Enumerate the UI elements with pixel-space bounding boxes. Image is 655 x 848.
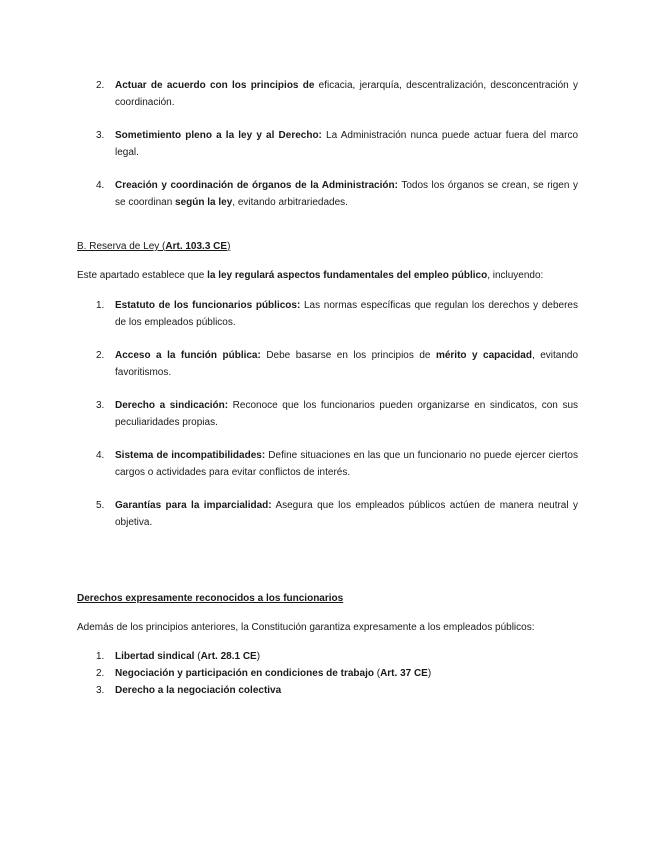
- intro-text: Este apartado establece que: [77, 270, 208, 281]
- list-item: [96, 347, 578, 381]
- list-item-title: Creación y coordinación de órganos de la Administración:: [115, 180, 398, 191]
- list-item: [96, 447, 578, 481]
- list-item-title: Derecho a sindicación:: [115, 400, 229, 411]
- list-number: 1.: [96, 300, 105, 311]
- list-item-article: Art. 37 CE: [380, 668, 428, 679]
- list-item-title: Derecho a la negociación colectiva: [115, 685, 282, 696]
- list-item-text: ): [427, 668, 432, 679]
- list-item-text: Asegura que los empleados públicos actúen de manera neutral y objetiva.: [115, 500, 578, 528]
- list-number: 2.: [96, 80, 105, 91]
- list-item-text: Debe basarse en los principios de: [260, 350, 436, 361]
- list-item: [96, 177, 578, 211]
- section-intro: [77, 268, 579, 284]
- list-item-title: Estatuto de los funcionarios públicos:: [115, 300, 301, 311]
- list-item-text: Todos los órganos se crean, se rigen y se coordinan: [115, 180, 578, 208]
- list-item-text: , evitando favoritismos.: [115, 350, 579, 378]
- list-item-text: (: [373, 668, 381, 679]
- list-item-text: La Administración nunca puede actuar fuera del marco legal.: [115, 130, 579, 158]
- list-item-title: Actuar de acuerdo con los principios de: [115, 80, 315, 91]
- section-intro: Además de los principios anteriores, la Constitución garantiza expresamente a los empleados públicos:: [77, 622, 535, 633]
- list-item-title: Acceso a la función pública:: [115, 350, 261, 361]
- list-item: [96, 682, 578, 699]
- heading-text: B. Reserva de Ley (: [77, 241, 166, 252]
- list-item-article: Art. 28.1 CE: [200, 651, 257, 662]
- list-item-text: Define situaciones en las que un funcionario no puede ejercer ciertos cargos o actividades para evitar conflictos de interés.: [115, 450, 578, 478]
- list-item: [96, 77, 578, 111]
- list-item: [96, 297, 578, 331]
- heading-text: ): [227, 241, 231, 252]
- list-item-emphasis: según la ley: [175, 197, 233, 208]
- list-item-text: ): [256, 651, 261, 662]
- section-heading-reserva-de-ley: [77, 239, 230, 255]
- intro-emphasis: la ley regulará aspectos fundamentales del empleo público: [207, 270, 488, 281]
- list-number: 3.: [96, 130, 105, 141]
- derechos-list: [96, 648, 578, 699]
- list-item: [96, 665, 578, 682]
- list-number: 3.: [96, 400, 105, 411]
- intro-text: , incluyendo:: [487, 270, 544, 281]
- principles-list: [96, 77, 578, 211]
- list-number: 4.: [96, 180, 105, 191]
- list-number: 2.: [96, 350, 105, 361]
- list-number: 1.: [96, 651, 105, 662]
- heading-article: Art. 103.3 CE: [165, 241, 228, 252]
- list-item-title: Sometimiento pleno a la ley y al Derecho:: [115, 130, 322, 141]
- list-number: 4.: [96, 450, 105, 461]
- list-item-text: , evitando arbitrariedades.: [232, 197, 348, 208]
- list-item-title: Libertad sindical: [115, 651, 195, 662]
- list-item: [96, 648, 578, 665]
- list-item-title: Negociación y participación en condiciones de trabajo: [115, 668, 374, 679]
- list-item-text: Reconoce que los funcionarios pueden organizarse en sindicatos, con sus peculiaridades propias.: [115, 400, 579, 428]
- list-item: [96, 497, 578, 531]
- list-item-title: Sistema de incompatibilidades:: [115, 450, 266, 461]
- list-item-title: Garantías para la imparcialidad:: [115, 500, 272, 511]
- list-item-text: (: [194, 651, 201, 662]
- reserva-ley-list: [96, 297, 578, 531]
- list-item-emphasis: mérito y capacidad: [435, 350, 532, 361]
- list-number: 5.: [96, 500, 105, 511]
- section-heading-derechos: Derechos expresamente reconocidos a los funcionarios: [77, 593, 344, 604]
- list-item-text: eficacia, jerarquía, descentralización, desconcentración y coordinación.: [115, 80, 578, 108]
- list-number: 3.: [96, 685, 105, 696]
- list-number: 2.: [96, 668, 105, 679]
- list-item: [96, 127, 578, 161]
- list-item: [96, 397, 578, 431]
- list-item-text: Las normas específicas que regulan los derechos y deberes de los empleados públicos.: [115, 300, 578, 328]
